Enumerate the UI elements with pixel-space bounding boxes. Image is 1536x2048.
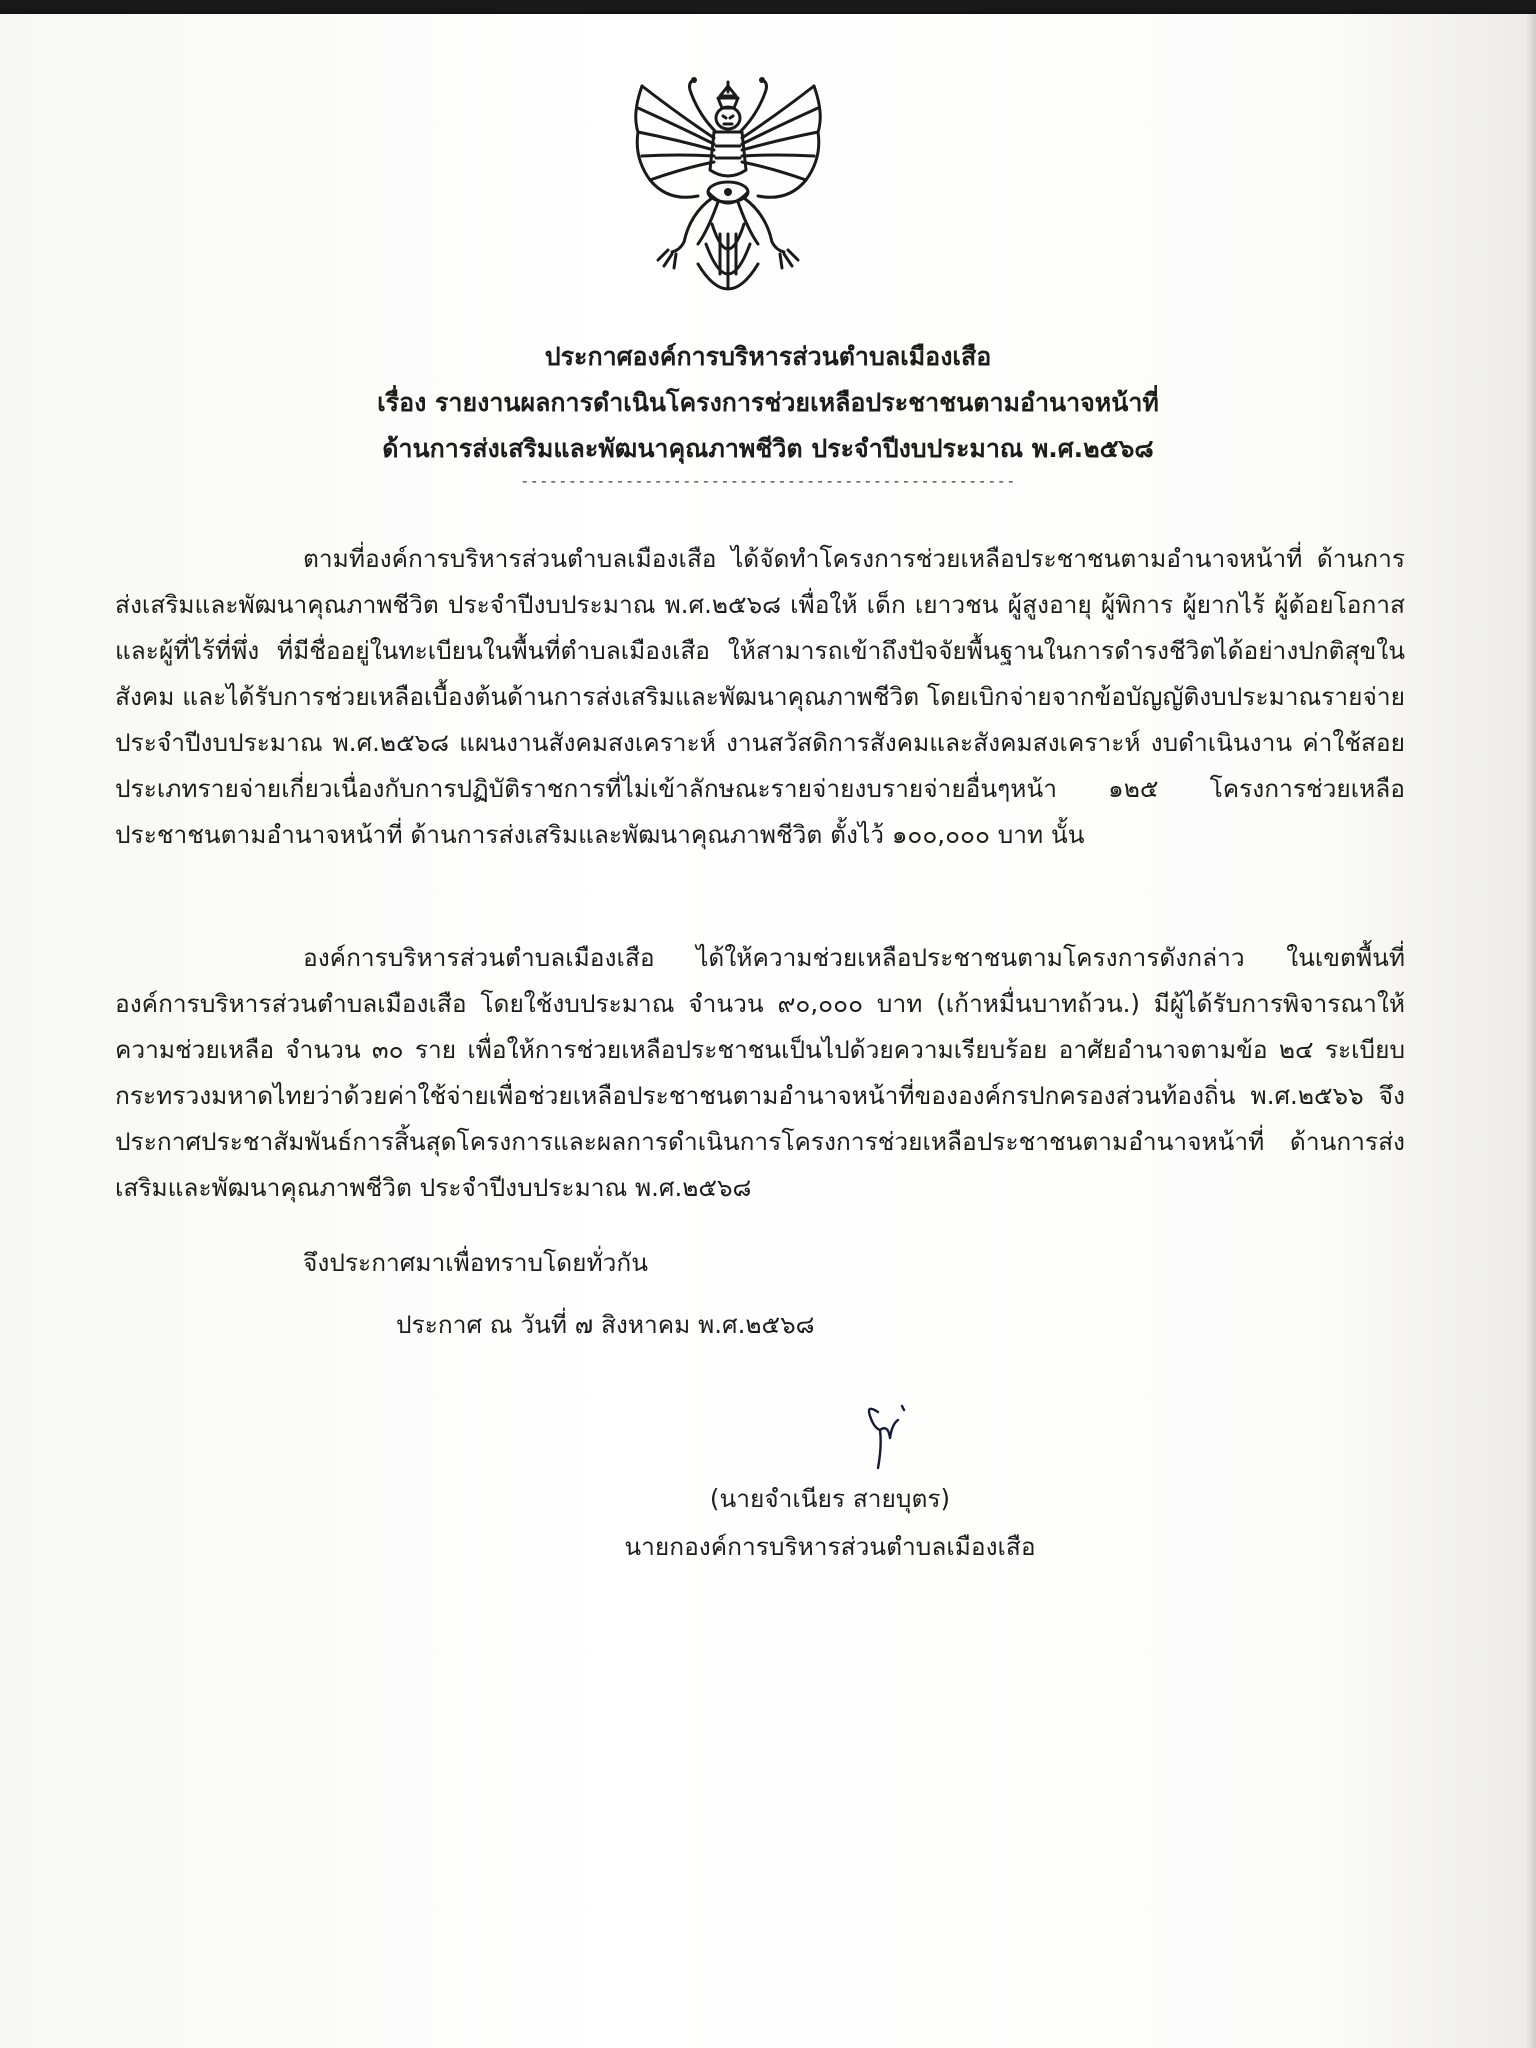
garuda-emblem-icon <box>628 74 828 314</box>
announcement-date: ประกาศ ณ วันที่ ๗ สิงหาคม พ.ศ.๒๕๖๘ <box>396 1310 815 1339</box>
signer-title: นายกองค์การบริหารส่วนตำบลเมืองเสือ <box>624 1532 1036 1561</box>
announcement-subject-continued: ด้านการส่งเสริมและพัฒนาคุณภาพชีวิต ประจำปีงบประมาณ พ.ศ.๒๕๖๘ <box>382 434 1154 463</box>
closing-statement: จึงประกาศมาเพื่อทราบโดยทั่วกัน <box>303 1248 649 1277</box>
announcement-subject: เรื่อง รายงานผลการดำเนินโครงการช่วยเหลือประชาชนตามอำนาจหน้าที่ <box>377 388 1159 417</box>
separator-line: ---------------------------------------------------- <box>520 472 1016 490</box>
body-paragraph-2: องค์การบริหารส่วนตำบลเมืองเสือ ได้ให้ความช่วยเหลือประชาชนตามโครงการดังกล่าว ในเขตพื้นที่องค์การบริหารส่วนตำบลเมืองเสือ โดยใช้งบประมาณ จำนวน ๙๐,๐๐๐ บาท (เก้าหมื่นบาทถ้วน.) มีผู้ได้รับการพิจารณาให้ความช่วยเหลือ จำนวน ๓๐ ราย เพื่อให้การช่วยเหลือประชาชนเป็นไปด้วยความเรียบร้อย อาศัยอำนาจตามข้อ ๒๔ ระเบียบกระทรวงมหาดไทยว่าด้วยค่าใช้จ่ายเพื่อช่วยเหลือประชาชนตามอำนาจหน้าที่ขององค์กรปกครองส่วนท้องถิ่น พ.ศ.๒๕๖๖ จึงประกาศประชาสัมพันธ์การสิ้นสุดโครงการและผลการดำเนินการโครงการช่วยเหลือประชาชนตามอำนาจหน้าที่ ด้านการส่งเสริมและพัฒนาคุณภาพชีวิต ประจำปีงบประมาณ พ.ศ.๒๕๖๘ <box>115 943 1405 1202</box>
body-paragraph-1: ตามที่องค์การบริหารส่วนตำบลเมืองเสือ ได้จัดทำโครงการช่วยเหลือประชาชนตามอำนาจหน้าที่ ด้านการส่งเสริมและพัฒนาคุณภาพชีวิต ประจำปีงบประมาณ พ.ศ.๒๕๖๘ เพื่อให้ เด็ก เยาวชน ผู้สูงอายุ ผู้พิการ ผู้ยากไร้ ผู้ด้อยโอกาสและผู้ที่ไร้ที่พึ่ง ที่มีชื่ออยู่ในทะเบียนในพื้นที่ตำบลเมืองเสือ ให้สามารถเข้าถึงปัจจัยพื้นฐานในการดำรงชีวิตได้อย่างปกติสุขในสังคม และได้รับการช่วยเหลือเบื้องต้นด้านการส่งเสริมและพัฒนาคุณภาพชีวิต โดยเบิกจ่ายจากข้อบัญญัติงบประมาณรายจ่ายประจำปีงบประมาณ พ.ศ.๒๕๖๘ แผนงานสังคมสงเคราะห์ งานสวัสดิการสังคมและสังคมสงเคราะห์ งบดำเนินงาน ค่าใช้สอย ประเภทรายจ่ายเกี่ยวเนื่องกับการปฏิบัติราชการที่ไม่เข้าลักษณะรายจ่ายงบรายจ่ายอื่นๆหน้า ๑๒๕ โครงการช่วยเหลือประชาชนตามอำนาจหน้าที่ ด้านการส่งเสริมและพัฒนาคุณภาพชีวิต ตั้งไว้ ๑๐๐,๐๐๐ บาท นั้น <box>115 544 1405 849</box>
announcement-heading: ประกาศองค์การบริหารส่วนตำบลเมืองเสือ <box>544 342 992 371</box>
signer-name: (นายจำเนียร สายบุตร) <box>709 1484 951 1513</box>
handwritten-signature <box>856 1394 916 1474</box>
document-page <box>0 14 1536 2048</box>
